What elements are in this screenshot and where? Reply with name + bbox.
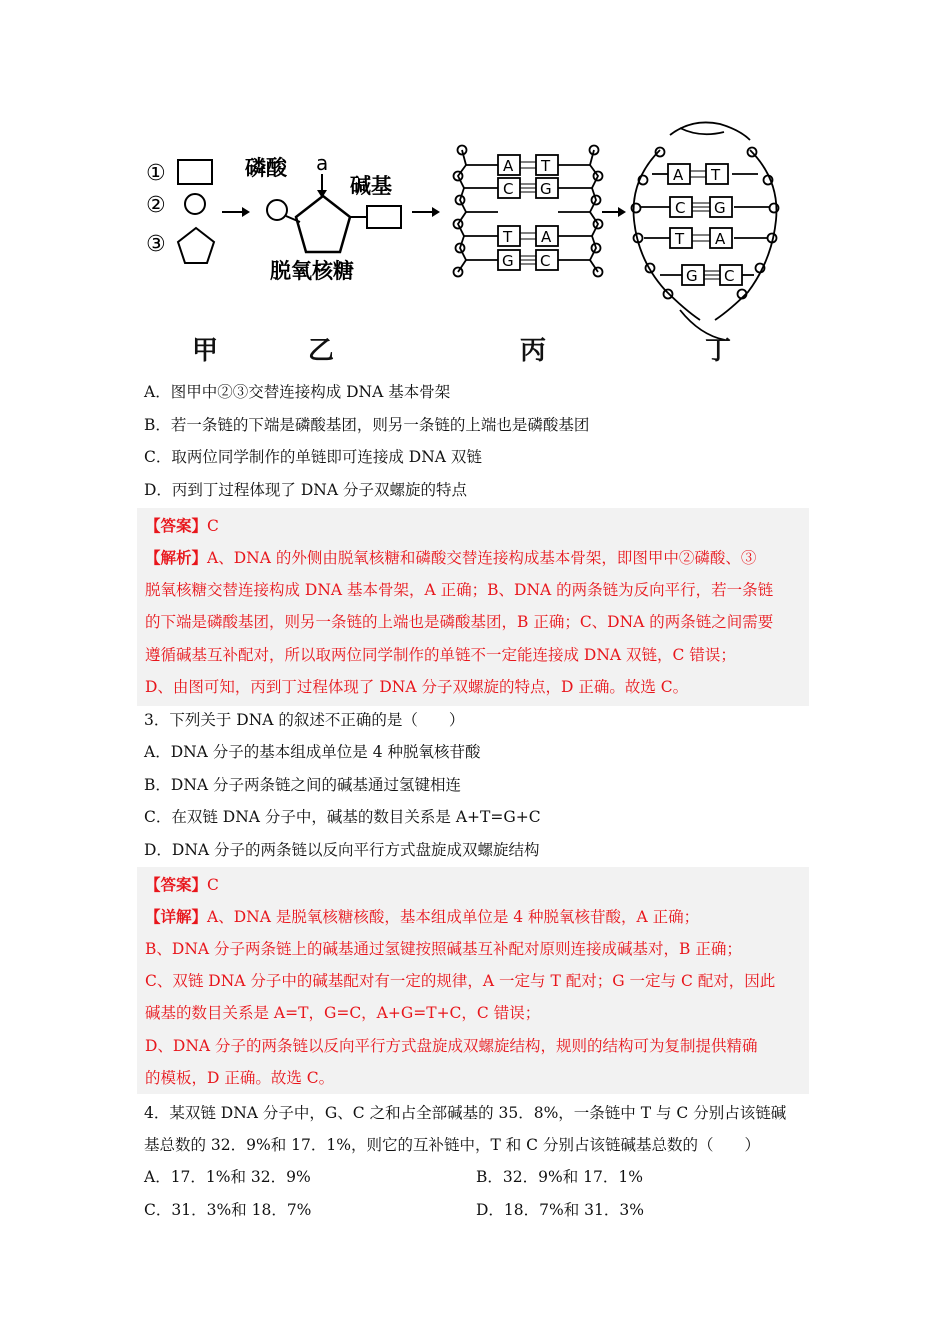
svg-text:T: T — [541, 157, 551, 175]
legend-2: ② — [146, 193, 166, 218]
legend-1: ① — [146, 161, 166, 186]
phosphate-rect-symbol — [178, 160, 212, 184]
q2-analysis-line-1: 【解析】A、DNA 的外侧由脱氧核糖和磷酸交替连接构成基本骨架，即图甲中②磷酸、③ — [145, 548, 757, 567]
deoxyribose-pentagon — [296, 196, 350, 252]
q3-option-a: A．DNA 分子的基本组成单位是 4 种脱氧核苷酸 — [144, 743, 481, 761]
pentagon-symbol — [178, 228, 214, 263]
q3-detail-line-2: B、DNA 分子两条链上的碱基通过氢键按照碱基互补配对原则连接成碱基对，B 正确； — [145, 940, 742, 958]
figure-label-jia: 甲 — [192, 336, 219, 366]
bing-pair-1 — [498, 155, 558, 175]
ding-pair-1 — [668, 164, 728, 184]
svg-text:A: A — [541, 228, 552, 246]
q3-stem: 3．下列关于 DNA 的叙述不正确的是（ ） — [144, 711, 465, 729]
svg-text:C: C — [675, 199, 686, 217]
q2-option-a: A．图甲中②③交替连接构成 DNA 基本骨架 — [144, 383, 451, 401]
ding-pair-4 — [682, 265, 742, 285]
svg-text:C: C — [724, 267, 735, 285]
ding-pair-3 — [670, 228, 732, 248]
legend-3: ③ — [146, 232, 166, 257]
q3-detail-line-1: 【详解】A、DNA 是脱氧核糖核酸，基本组成单位是 4 种脱氧核苷酸，A 正确； — [145, 907, 700, 926]
q2-option-b: B．若一条链的下端是磷酸基团，则另一条链的上端也是磷酸基团 — [144, 416, 590, 434]
q2-analysis-line-5: D、由图可知，丙到丁过程体现了 DNA 分子双螺旋的特点，D 正确。故选 C。 — [145, 678, 689, 696]
q2-analysis-line-4: 遵循碱基互补配对，所以取两位同学制作的单链不一定能连接成 DNA 双链，C 错误； — [145, 646, 736, 664]
circle-symbol — [185, 194, 205, 214]
base-label: 碱基 — [350, 174, 392, 198]
svg-text:C: C — [540, 252, 551, 270]
arrow-icon — [618, 207, 626, 217]
q3-detail-line-6: 的模板，D 正确。故选 C。 — [145, 1069, 335, 1087]
q3-detail-line-3: C、双链 DNA 分子中的碱基配对有一定的规律，A 一定与 T 配对；G 一定与 C 配对，因此 — [145, 972, 776, 990]
q2-option-c: C．取两位同学制作的单链即可连接成 DNA 双链 — [144, 448, 482, 466]
dna-diagram — [140, 110, 790, 370]
q4-option-d: D．18．7%和 31．3% — [476, 1201, 644, 1219]
q3-detail-line-4: 碱基的数目关系是 A=T，G=C，A+G=T+C，C 错误； — [145, 1004, 541, 1022]
bing-pair-2 — [498, 178, 558, 198]
ding-pair-2 — [670, 197, 732, 217]
q2-answer: 【答案】C — [145, 516, 219, 535]
figure-label-ding: 丁 — [705, 336, 732, 366]
sugar-label: 脱氧核糖 — [270, 259, 354, 283]
phosphate-label: 磷酸 — [245, 156, 287, 180]
svg-text:G: G — [540, 180, 552, 198]
svg-text:C: C — [503, 180, 514, 198]
marker-a: a — [316, 151, 329, 175]
q3-answer-box — [137, 867, 809, 1094]
svg-text:G: G — [714, 199, 726, 217]
svg-text:A: A — [673, 166, 684, 184]
arrow-icon — [242, 207, 250, 217]
svg-text:T: T — [503, 228, 513, 246]
q4-option-c: C．31．3%和 18．7% — [144, 1201, 312, 1219]
svg-text:G: G — [686, 267, 698, 285]
q2-answer-box — [137, 508, 809, 706]
dna-structure-figure — [140, 110, 790, 370]
q2-analysis-line-3: 的下端是磷酸基团，则另一条链的上端也是磷酸基团，B 正确；C、DNA 的两条链之间需要 — [145, 613, 774, 631]
q3-detail-line-5: D、DNA 分子的两条链以反向平行方式盘旋成双螺旋结构，规则的结构可为复制提供精确 — [145, 1037, 758, 1055]
q4-option-a: A．17．1%和 32．9% — [144, 1168, 311, 1186]
bing-pair-3 — [498, 226, 558, 246]
bing-pair-4 — [498, 250, 558, 270]
q3-answer: 【答案】C — [145, 875, 219, 894]
q3-option-c: C．在双链 DNA 分子中，碱基的数目关系是 A+T=G+C — [144, 808, 541, 826]
double-helix — [632, 122, 779, 340]
q4-stem-line-2: 基总数的 32．9%和 17．1%，则它的互补链中，T 和 C 分别占该链碱基总数的（ ） — [144, 1136, 760, 1154]
dna-ladder — [454, 146, 603, 277]
svg-text:G: G — [502, 252, 514, 270]
q2-analysis-line-2: 脱氧核糖交替连接构成 DNA 基本骨架，A 正确；B、DNA 的两条链为反向平行，若一条链 — [145, 581, 774, 599]
q2-option-d: D．丙到丁过程体现了 DNA 分子双螺旋的特点 — [144, 481, 467, 499]
q3-option-b: B．DNA 分子两条链之间的碱基通过氢键相连 — [144, 776, 462, 794]
svg-text:T: T — [675, 230, 685, 248]
svg-text:A: A — [503, 157, 514, 175]
svg-text:T: T — [711, 166, 721, 184]
q4-stem-line-1: 4．某双链 DNA 分子中，G、C 之和占全部碱基的 35．8%，一条链中 T 与 C 分别占该链碱 — [144, 1104, 787, 1122]
svg-text:A: A — [715, 230, 726, 248]
arrow-icon — [432, 207, 440, 217]
q3-option-d: D．DNA 分子的两条链以反向平行方式盘旋成双螺旋结构 — [144, 841, 540, 859]
figure-label-yi: 乙 — [308, 336, 335, 366]
q4-option-b: B．32．9%和 17．1% — [476, 1168, 643, 1186]
figure-label-bing: 丙 — [520, 336, 547, 366]
